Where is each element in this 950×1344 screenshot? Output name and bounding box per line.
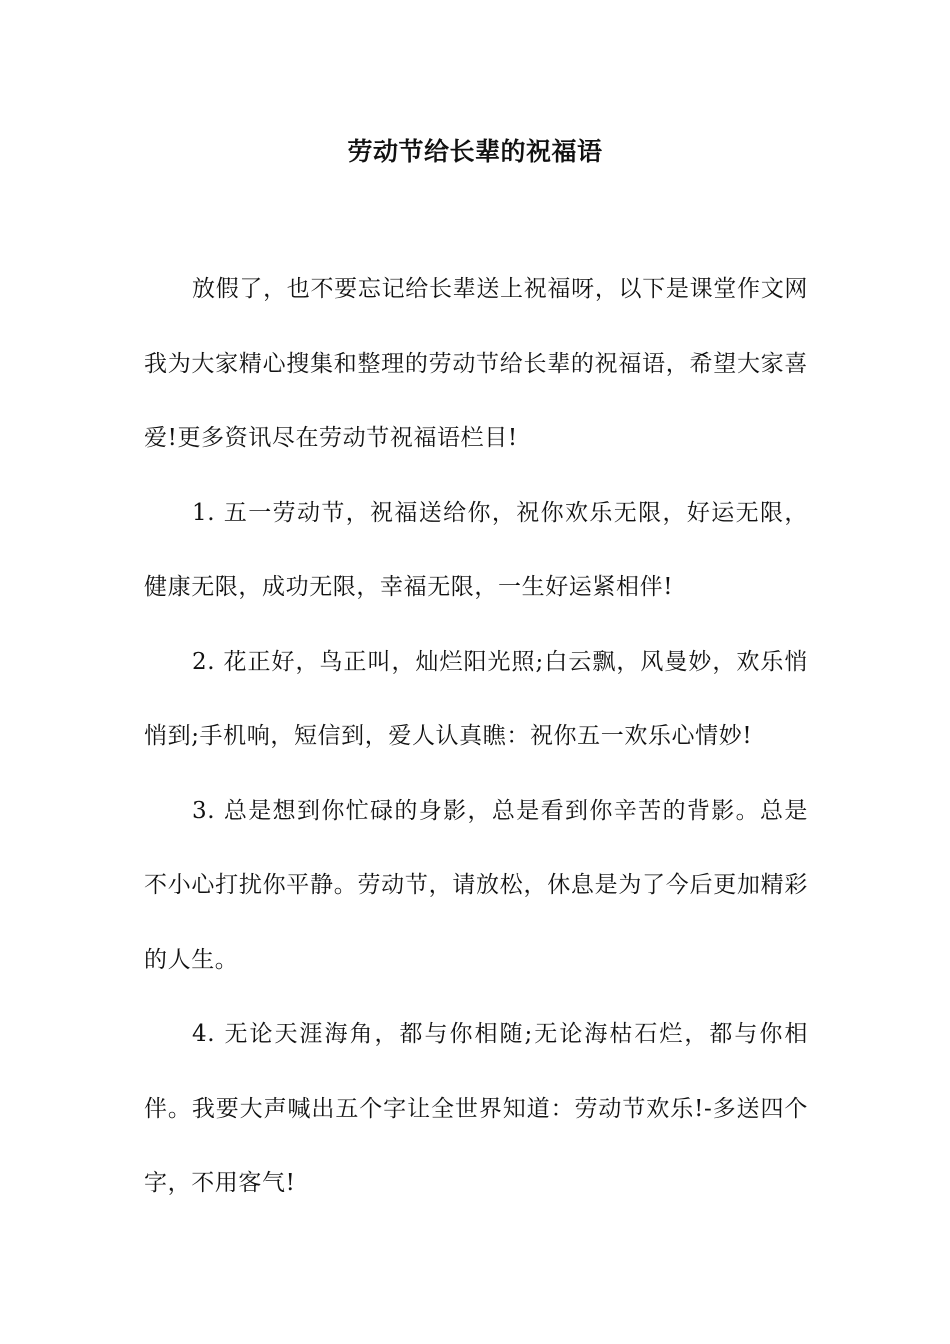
blessing-item-4: 4. 无论天涯海角，都与你相随;无论海枯石烂，都与你相伴。我要大声喊出五个字让全世界知道：劳动节欢乐!-多送四个字，不用客气! [144, 1021, 808, 1196]
blessing-item-3: 3. 总是想到你忙碌的身影，总是看到你辛苦的背影。总是不小心打扰你平静。劳动节，请放松，休息是为了今后更加精彩的人生。 [144, 797, 808, 973]
document-body [144, 252, 808, 1221]
intro-paragraph: 放假了，也不要忘记给长辈送上祝福呀，以下是课堂作文网我为大家精心搜集和整理的劳动节给长辈的祝福语，希望大家喜爱!更多资讯尽在劳动节祝福语栏目! [144, 276, 808, 451]
blessing-item-1: 1. 五一劳动节，祝福送给你，祝你欢乐无限，好运无限，健康无限，成功无限，幸福无限，一生好运紧相伴! [144, 499, 808, 600]
document-title: 劳动节给长辈的祝福语 [347, 137, 603, 166]
blessing-item-2: 2. 花正好，鸟正叫，灿烂阳光照;白云飘，风曼妙，欢乐悄悄到;手机响，短信到，爱人认真瞧：祝你五一欢乐心情妙! [144, 648, 808, 749]
